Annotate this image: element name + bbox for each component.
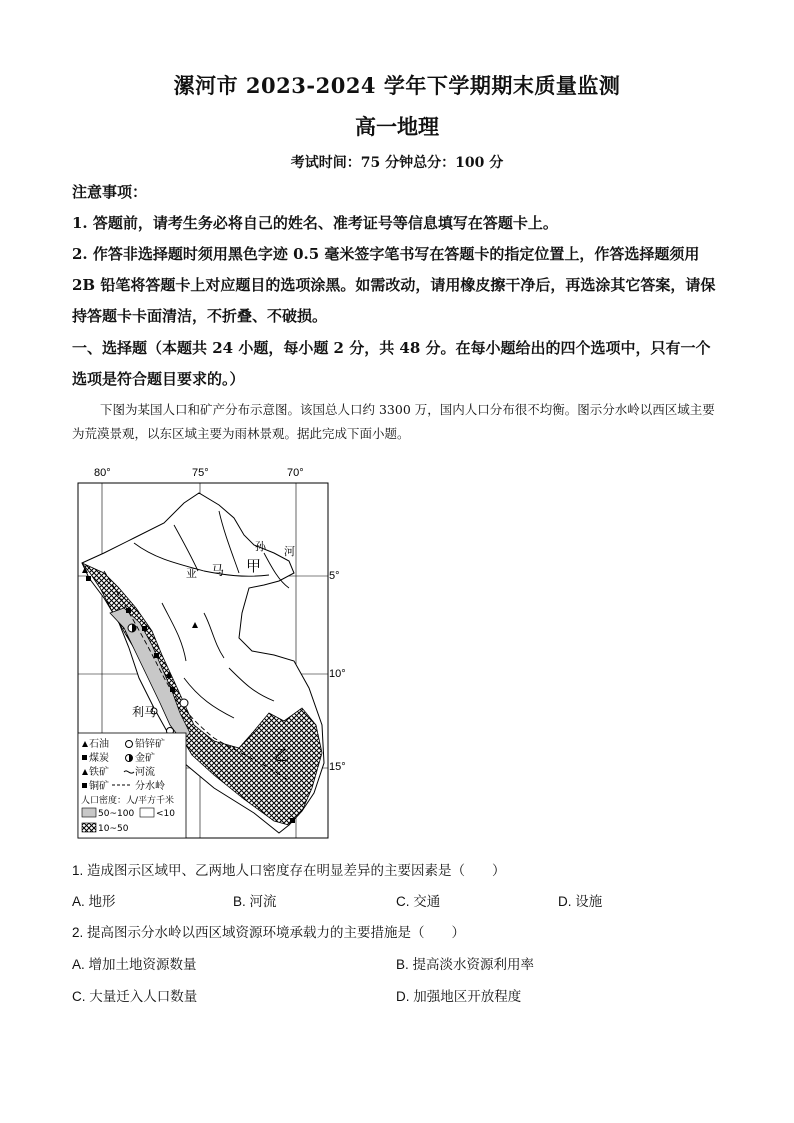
- legend-density-10-50: 10~50: [98, 824, 129, 834]
- legend-density-50-100: 50~100: [98, 809, 135, 819]
- lon-label-70: 70°: [287, 467, 304, 479]
- legend-iron: 铁矿: [89, 767, 109, 778]
- exam-title: 漯河市 2023-2024 学年下学期期末质量监测: [173, 73, 621, 98]
- label-yi: 乙: [274, 746, 290, 764]
- label-jia: 甲: [246, 557, 262, 575]
- question-intro: 下图为某国人口和矿产分布示意图。该国总人口约 3300 万，国内人口分布很不均衡。图示分水岭以西区域主要为荒漠景观，以东区域主要为雨林景观。据此完成下面小题。: [72, 402, 715, 441]
- question-1-option-c[interactable]: C. 交通: [396, 894, 441, 909]
- lon-label-80: 80°: [94, 467, 111, 479]
- question-1-option-d[interactable]: D. 设施: [558, 894, 603, 909]
- map-legend: [78, 733, 186, 838]
- lon-label-75: 75°: [192, 467, 209, 479]
- question-2-stem: 2. 提高图示分水岭以西区域资源环境承载力的主要措施是（ ）: [72, 925, 466, 940]
- label-river-ma: 马: [211, 564, 225, 579]
- notice-item-2: 2. 作答非选择题时须用黑色字迹 0.5 毫米签字笔书写在答题卡的指定位置上，作答选择题须用 2B 铅笔将答题卡上对应题目的选项涂黑。如需改动，请用橡皮擦干净后，再选涂其它答案，请保持答题卡卡面清洁，不折叠、不破损。: [72, 245, 716, 325]
- legend-density-lt10: <10: [156, 809, 175, 819]
- lat-label-10: 10°: [329, 668, 346, 680]
- question-2-option-a[interactable]: A. 增加土地资源数量: [72, 957, 197, 972]
- question-1-option-a[interactable]: A. 地形: [72, 894, 116, 909]
- question-1-stem: 1. 造成图示区域甲、乙两地人口密度存在明显差异的主要因素是（ ）: [72, 863, 506, 878]
- label-river-he: 河: [284, 545, 295, 558]
- section-1-heading: 一、选择题（本题共 24 小题，每小题 2 分，共 48 分。在每小题给出的四个选项中，只有一个选项是符合题目要求的。）: [72, 339, 711, 388]
- exam-time-score: 考试时间：75 分钟总分：100 分: [290, 155, 504, 171]
- legend-copper: 铜矿: [89, 781, 109, 792]
- notice-item-1: 1. 答题前，请考生务必将自己的姓名、准考证号等信息填写在答题卡上。: [72, 214, 558, 232]
- exam-subject: 高一地理: [355, 114, 439, 139]
- legend-divide: 分水岭: [135, 781, 165, 792]
- population-mineral-map: [74, 463, 346, 841]
- label-river-sun: 孙: [255, 540, 266, 553]
- legend-leadzinc: 铅锌矿: [135, 739, 165, 750]
- label-river-ya: 亚: [186, 567, 197, 580]
- legend-coal: 煤炭: [89, 753, 109, 764]
- legend-gold: 金矿: [135, 753, 155, 764]
- legend-river: 河流: [135, 767, 155, 778]
- label-lima: 利马: [132, 705, 157, 719]
- legend-density-title: 人口密度：人/平方千米: [81, 796, 175, 806]
- question-1-option-b[interactable]: B. 河流: [233, 894, 277, 909]
- notice-heading: 注意事项：: [72, 183, 148, 201]
- lat-label-15: 15°: [329, 761, 346, 773]
- question-2-option-b[interactable]: B. 提高淡水资源利用率: [396, 957, 535, 972]
- question-2-option-c[interactable]: C. 大量迁入人口数量: [72, 989, 198, 1004]
- question-2-option-d[interactable]: D. 加强地区开放程度: [396, 989, 522, 1004]
- lat-label-5: 5°: [329, 570, 340, 582]
- legend-oil: 石油: [89, 739, 109, 750]
